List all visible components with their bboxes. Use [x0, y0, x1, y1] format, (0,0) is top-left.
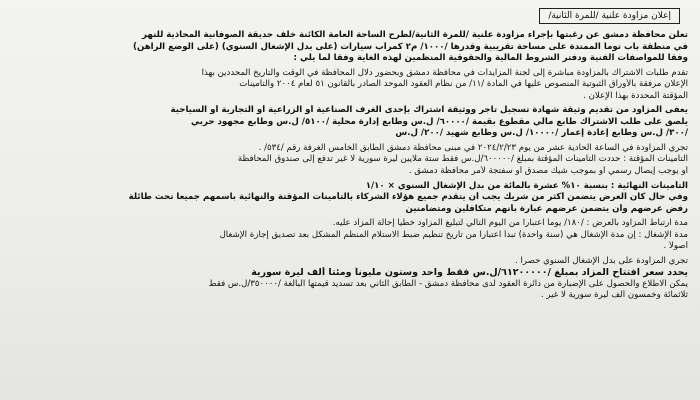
announcement-title: إعلان مزاودة علنية /للمرة الثانية/ [539, 8, 680, 24]
text-line: أو يوجب إيصال رسمي أو بموجب شيك مصدق أو سفتجة لأمر محافظة دمشق . [408, 166, 688, 177]
text-line: /٣٠٠/ ل.س وطابع إعادة إعمار /١٠٠٠٠/ ل.س وطابع شهيد /٢٠٠/ ل.س [395, 128, 688, 139]
auction-date-deposit-paragraph [12, 143, 688, 178]
text-line: وفي حال كان العرض يتضمن أكثر من شريك يجب أن يتقدم جميع هؤلاء الشركاء بالتأمينات المؤقتة والنهائية باسمهم جميعاً تحت طائلة [128, 192, 688, 203]
text-line: رفض عرضهم وأن يتضمن عرضهم عبارة بأنهم متكافلين ومتضامنين [405, 203, 688, 214]
text-line: وفقاً للمواصفات الفنية ودفتر الشروط المالية والحقوقية المنظمين لهذه الغاية وفقاً لما يلي : [293, 53, 688, 64]
text-line: تعلن محافظة دمشق عن رغبتها بإجراء مزاودة علنية /للمرة الثانية/لطرح الساحة العامة الكائنة خلف حديقة الصوفانية المحاذية للنهر [142, 30, 688, 40]
text-line: يمكن الاطلاع والحصول على الإضبارة من دائرة العقود لدى محافظة دمشق - الطابق الثاني بعد تسديد قيمتها البالغة /٣٥٠٠٠٠/ل.س فقط [208, 278, 688, 289]
text-line: تجري المزاودة في الساعة الحادية عشر من يوم ٢٠٢٤/٢/٢٣ في مبنى محافظة دمشق الطابق الخامس الغرفة رقم /٥٣٤/ . [258, 142, 688, 153]
text-line final-deposit-line: التأمينات النهائية : بنسبة ١٠% عشرة بالمائة من بدل الإشغال السنوي × ١/١٠ [365, 180, 688, 191]
application-paragraph [12, 68, 688, 103]
opening-price-line: يحدد سعر افتتاح المزاد بمبلغ /٦١٢٠٠٠٠٠/ل.س فقط واحد وستون مليوناً ومئتا ألف ليرة سورية [251, 267, 688, 279]
text-line: الإعلان مرفقة بالأوراق الثبوتية المنصوص عليها في المادة /١١/ من نظام العقود الموحد الصادر بالقانون ٥١ لعام ٢٠٠٤ والتأمينات [239, 79, 688, 90]
exemption-stamps-paragraph [12, 105, 688, 140]
text-line: تجري المزاودة على بدل الإشغال السنوي حصراً . [515, 255, 688, 266]
text-line: في منطقة باب توما الممتدة على مساحة تقريبية وقدرها /١٠٠٠/ م٢ كمرآب سيارات (على بدل الإشغال السنوي) (على الوضع الراهن) [133, 41, 688, 52]
intro-paragraph [12, 30, 688, 65]
text-line: المؤقتة المحددة بهذا الإعلان . [583, 90, 688, 101]
text-line temporary-deposit-line: التأمينات المؤقتة : حددت التأمينات المؤقتة بمبلغ /٦٠٠٠٠٠/ل.س فقط ستة ملايين ليرة سورية لا غير تدفع إلى صندوق المحافظة [237, 154, 688, 165]
text-line bid-commitment-line: مدة ارتباط المزاود بالعرض : /١٨٠/ يوماً اعتباراً من اليوم التالي لتبليغ المزاود خطياً إحالة المزاد عليه. [332, 218, 688, 229]
text-line: يلصق على طلب الاشتراك طابع مالي مقطوع بقيمة /٦٠٠٠٠/ ل.س وطابع إدارة محلية /٥١٠٠/ ل.س وطابع مجهود حربي [191, 116, 688, 127]
final-deposit-paragraph [12, 181, 688, 216]
text-line: يعفى المزاود من تقديم وثيقة شهادة تسجيل تاجر ووثيقة اشتراك بإحدى الغرف الصناعية أو الزراعية أو التجارية أو السياحية [170, 105, 688, 116]
text-line occupancy-duration-line: مدة الإشغال : إن مدة الإشغال هي (سنة واحدة) تبدأ اعتباراً من تاريخ تنظيم ضبط الاستلام المنظم المشكل بعد تصديق إجازة الإشغال [219, 229, 688, 240]
announcement-body [12, 30, 688, 302]
duration-paragraph [12, 218, 688, 253]
price-file-paragraph [12, 256, 688, 302]
text-line: أصولاً . [663, 241, 688, 252]
text-line: تقدم طلبات الاشتراك بالمزاودة مباشرة إلى لجنة المزايدات في محافظة دمشق وبحضور دلال المحافظة في الوقت والتاريخ المحددين بهذا [201, 67, 688, 78]
text-line: ثلاثمائة وخمسون ألف ليرة سورية لا غير . [540, 290, 688, 301]
